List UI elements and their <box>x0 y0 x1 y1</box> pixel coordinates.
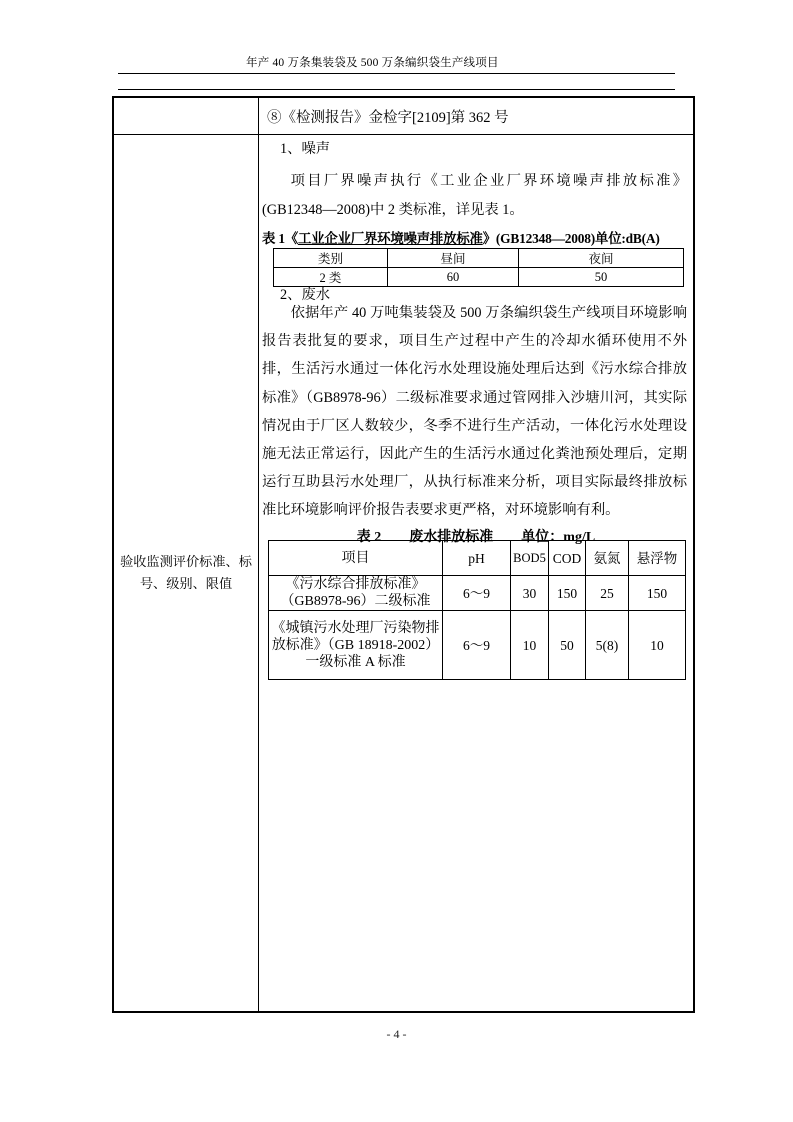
criteria-content-cell <box>259 135 693 1011</box>
table-data-cell: 10 <box>629 611 686 680</box>
caption-suffix: 》(GB12348—2008)单位:dB(A) <box>482 231 660 246</box>
table-header-cell: 悬浮物 <box>629 541 686 576</box>
wastewater-standard-table <box>268 540 686 680</box>
table-header-row <box>269 541 686 576</box>
table-data-cell: 10 <box>511 611 549 680</box>
table-data-cell: 《污水综合排放标准》（GB8978-96）二级标准 <box>269 576 443 611</box>
report-number-row-empty-cell <box>114 98 259 134</box>
criteria-label-line1: 验收监测评价标准、标 <box>120 554 252 569</box>
noise-standard-table-wrap <box>273 248 684 287</box>
table-header-cell: 昼间 <box>388 249 519 268</box>
noise-section-heading: 1、噪声 <box>280 141 331 157</box>
table-data-cell: 150 <box>549 576 586 611</box>
table-header-cell: COD <box>549 541 586 576</box>
table-data-cell: 50 <box>519 268 684 287</box>
table-data-cell: 30 <box>511 576 549 611</box>
table-header-cell: 氨氮 <box>586 541 629 576</box>
table-header-cell: 类别 <box>274 249 388 268</box>
main-form-table <box>112 96 695 1013</box>
table-header-row <box>274 249 684 268</box>
table-data-cell: 6～9 <box>443 611 511 680</box>
header-divider-line-top <box>118 73 675 74</box>
wastewater-paragraph: 依据年产 40 万吨集装袋及 500 万条编织袋生产线项目环境影响报告表批复的要求，项目生产过程中产生的冷却水循环使用不外排，生活污水通过一体化污水处理设施处理后达到《污水综合排放标准》（GB8978-96）二级标准要求通过管网排入沙塘川河，其实际情况由于厂区人数较少，冬季不进行生产活动，一体化污水处理设施无法正常运行，因此产生的生活污水通过化粪池预处理后，定期运行互助县污水处理厂，从执行标准来分析，项目实际最终排放标准比环境影响评价报告表要求更严格，对环境影响有利。 <box>262 305 687 519</box>
criteria-row <box>114 135 693 1011</box>
criteria-label-cell <box>114 135 259 1011</box>
table-data-cell: 150 <box>629 576 686 611</box>
table-data-cell: 5(8) <box>586 611 629 680</box>
caption-prefix: 表 1《 <box>262 231 299 246</box>
noise-standard-table <box>273 248 684 287</box>
document-header-title: 年产 40 万条集装袋及 500 万条编织袋生产线项目 <box>246 57 499 69</box>
table-header-cell: BOD5 <box>511 541 549 576</box>
table-data-row <box>274 268 684 287</box>
noise-table-caption <box>262 228 660 247</box>
table-header-cell: 项目 <box>269 541 443 576</box>
caption-standard-title: 工业企业厂界环境噪声排放标准 <box>298 231 483 246</box>
table-data-cell: 25 <box>586 576 629 611</box>
report-number-text: ⑧《检测报告》金检字[2109]第 362 号 <box>267 109 509 126</box>
header-divider-line-bottom <box>118 89 675 90</box>
table-data-cell: 2 类 <box>274 268 388 287</box>
wastewater-standard-table-wrap <box>268 540 686 680</box>
table-data-row <box>269 611 686 680</box>
criteria-label-line2: 号、级别、限值 <box>139 576 233 591</box>
table-data-cell: 60 <box>388 268 519 287</box>
wastewater-section-heading: 2、废水 <box>280 287 331 303</box>
wastewater-table-caption: 表 2 废水排放标准 单位：mg/L <box>356 530 596 545</box>
page-number: - 4 - <box>386 1027 407 1041</box>
table-header-cell: 夜间 <box>519 249 684 268</box>
table-header-cell: pH <box>443 541 511 576</box>
report-number-row <box>114 98 693 135</box>
table-data-cell: 《城镇污水处理厂污染物排放标准》（GB 18918-2002）一级标准 A 标准 <box>269 611 443 680</box>
table-data-row <box>269 576 686 611</box>
noise-paragraph: 项目厂界噪声执行《工业企业厂界环境噪声排放标准》(GB12348—2008)中 2 类标准，详见表 1。 <box>262 173 687 218</box>
table-data-cell: 50 <box>549 611 586 680</box>
table-data-cell: 6～9 <box>443 576 511 611</box>
